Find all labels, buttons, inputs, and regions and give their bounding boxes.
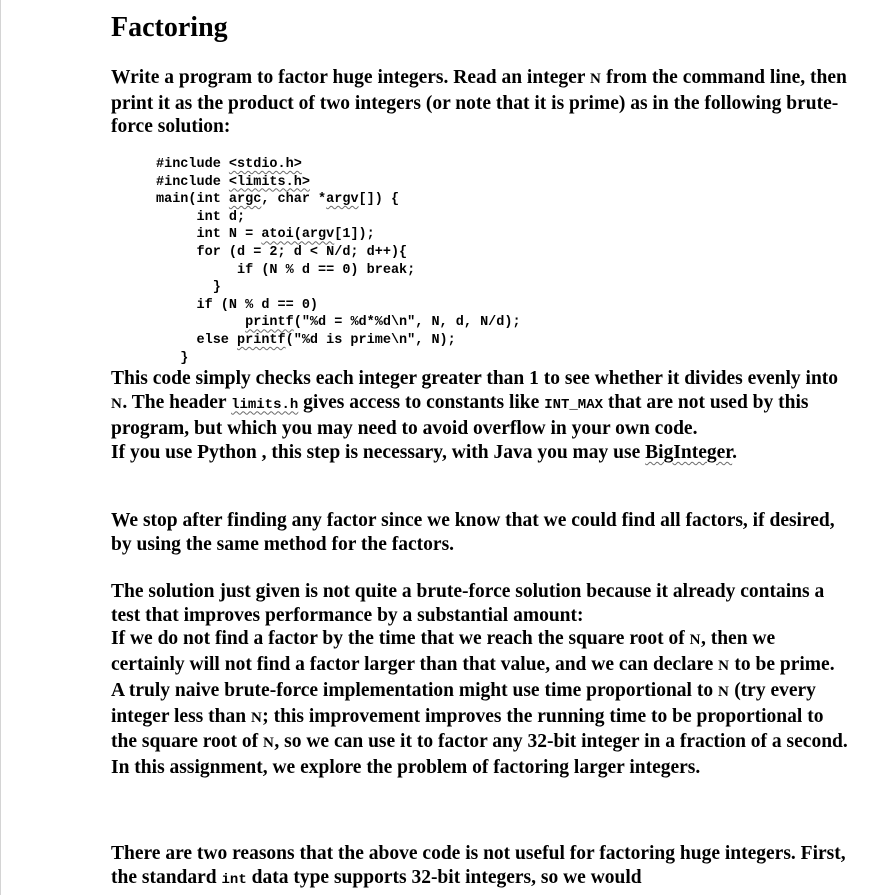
code-text-flagged: atoi(argv [261, 227, 335, 243]
reasons-paragraph [111, 842, 851, 892]
paragraph-text: The solution just given is not quite a brute-force solution because it already contains a test that improves performance by a substantial amount: [111, 581, 825, 626]
paragraph-text: If you use Python , this step is necessary, with Java you may use [111, 442, 646, 464]
var-n: N [111, 395, 123, 412]
var-n: N [689, 632, 701, 649]
code-line [156, 156, 521, 174]
var-n: N [717, 683, 730, 700]
var-n: N [263, 735, 275, 752]
paragraph-text: (try every integer less than [111, 679, 816, 727]
paragraph-text: There are two reasons that the above code is not useful for factoring huge integers. First, the standard [111, 843, 846, 888]
code-text: []) { [358, 192, 400, 208]
inline-code: INT_MAX [544, 396, 603, 413]
inline-code: int [221, 871, 247, 888]
paragraph-text: , then we certainly will not find a factor larger than that value, and we can declare [111, 628, 776, 676]
var-n: N [718, 658, 730, 675]
var-n: N [589, 71, 602, 87]
code-text: int N = [156, 227, 262, 243]
code-line: if (N % d == 0) [156, 297, 319, 313]
inline-code: limits.h [231, 396, 299, 413]
paragraph-text: ; this improvement improves the running time to be proportional to the square root of [111, 705, 824, 753]
code-text: #include [156, 157, 229, 172]
code-text: ("%d = %d*%d\n", N, d, N/d); [293, 315, 521, 331]
paragraph-text: to be prime. [729, 654, 835, 676]
code-line: } [156, 350, 189, 366]
paragraph-text: gives access to constants like [298, 391, 545, 413]
code-listing [156, 156, 521, 367]
code-text-flagged: printf [245, 315, 294, 331]
biginteger-text: BigInteger [645, 442, 733, 464]
code-text-flagged: <stdio.h> [228, 157, 302, 172]
code-line [156, 226, 521, 244]
code-text: main(int [156, 192, 229, 208]
code-line: for (d = 2; d < N/d; d++){ [156, 244, 408, 260]
paragraph-text: . The header [122, 391, 232, 413]
intro-text-1: Write a program to factor huge integers. Read an integer [111, 67, 590, 88]
page-title: Factoring [111, 12, 228, 43]
var-n: N [250, 709, 263, 726]
paragraph-text: that are not used by this program, but which you may need to avoid overflow in your own code. [111, 391, 809, 440]
code-text-flagged: argc [228, 192, 262, 208]
code-text-flagged: <limits.h> [228, 174, 310, 190]
code-text: else [156, 332, 238, 348]
performance-paragraph [111, 580, 851, 780]
code-text: , char * [261, 192, 327, 208]
code-line: if (N % d == 0) break; [156, 262, 416, 278]
stop-paragraph: We stop after finding any factor since we know that we could find all factors, if desired, by using the same method for the factors. [111, 510, 835, 555]
paragraph-text: data type supports 32-bit integers, so we would [246, 866, 642, 888]
code-text: [1]); [334, 227, 375, 243]
code-line: int d; [156, 209, 246, 225]
paragraph-text: A truly naive brute-force implementation might use time proportional to [111, 679, 718, 701]
intro-text-2: from the command line, then print it as the product of two integers (or note that it is prime) as in the following brute-force solution: [111, 67, 847, 138]
explanation-paragraph [111, 367, 851, 465]
paragraph-text: This code simply checks each integer greater than 1 to see whether it divides evenly into [111, 368, 839, 389]
code-line [156, 174, 521, 192]
code-text [156, 315, 245, 330]
paragraph-text: If we do not find a factor by the time that we reach the square root of [111, 628, 690, 650]
code-text-flagged: argv [326, 192, 359, 208]
code-line [156, 332, 521, 350]
code-line: } [156, 280, 221, 296]
code-line [156, 314, 521, 332]
code-text: ("%d is prime\n", N); [285, 332, 456, 348]
paragraph-text: , so we can use it to factor any 32-bit integer in a fraction of a second. [274, 731, 848, 753]
paragraph-text: In this assignment, we explore the problem of factoring larger integers. [111, 756, 701, 778]
intro-paragraph [111, 66, 851, 139]
code-text: #include [156, 174, 229, 190]
paragraph-text: . [732, 442, 738, 464]
code-line [156, 191, 521, 209]
code-text-flagged: printf [237, 332, 286, 348]
